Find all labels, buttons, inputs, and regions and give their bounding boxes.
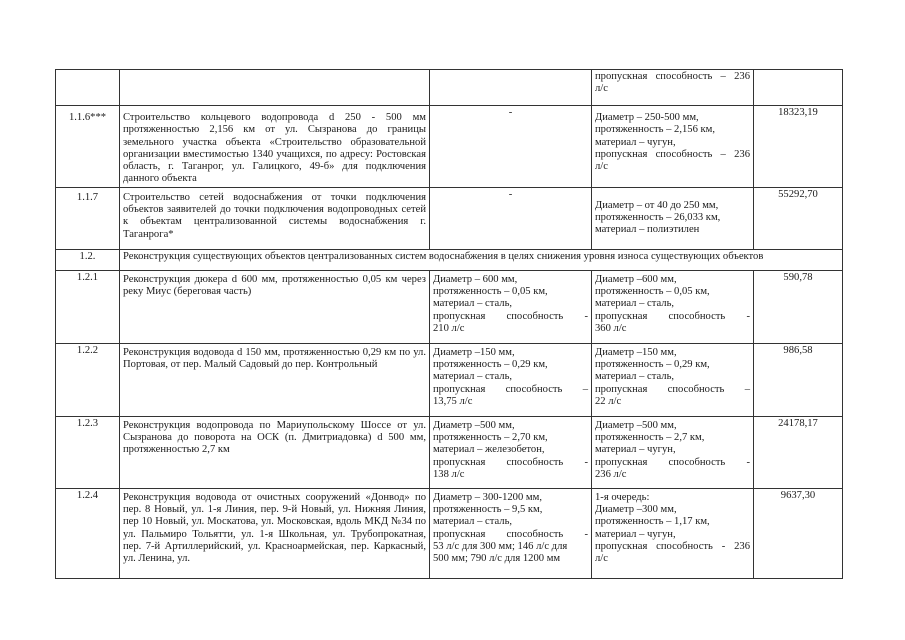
- after-line: пропускная способность - 236: [595, 540, 750, 552]
- row-before: [430, 416, 592, 488]
- before-line: Диаметр –150 мм,: [433, 346, 515, 358]
- row-before: [430, 70, 592, 106]
- before-line: материал – сталь,: [433, 371, 513, 383]
- row-before: -: [430, 187, 592, 249]
- table-row: [56, 416, 843, 488]
- row-cost: [754, 70, 843, 106]
- after-line: материал – чугун,: [595, 528, 676, 540]
- row-number: 1.2.1: [56, 270, 120, 343]
- row-number: 1.1.6***: [56, 106, 120, 188]
- row-number: 1.1.7: [56, 187, 120, 249]
- before-line: 53 л/с для 300 мм; 146 л/с для: [433, 540, 568, 552]
- after-line: л/с: [595, 83, 608, 95]
- after-line: пропускная способность -: [595, 456, 750, 468]
- row-cost: 55292,70: [754, 187, 843, 249]
- after-line: л/с: [595, 553, 608, 565]
- after-line: пропускная способность – 236: [595, 71, 750, 82]
- after-line: Диаметр –600 мм,: [595, 273, 677, 285]
- row-description: [120, 70, 430, 106]
- after-line: л/с: [595, 161, 608, 173]
- after-line: Диаметр –300 мм,: [595, 504, 677, 516]
- before-line: Диаметр – 300-1200 мм,: [433, 491, 542, 503]
- row-after: [592, 70, 754, 106]
- after-line: 1-я очередь:: [595, 491, 650, 503]
- row-cost: 18323,19: [754, 106, 843, 188]
- row-number: [56, 70, 120, 106]
- before-line: протяженность – 2,70 км,: [433, 432, 548, 444]
- before-line: материал – железобетон,: [433, 444, 545, 456]
- after-line: 236 л/с: [595, 468, 627, 480]
- table-row: [56, 488, 843, 578]
- before-line: протяженность – 9,5 км,: [433, 504, 543, 516]
- row-cost: 24178,17: [754, 416, 843, 488]
- row-description: Строительство кольцевого водопровода d 250 - 500 мм протяженностью 2,156 км от ул. Сызранова до границы земельного участка объекта «Строительство образовательной организации вместимостью 1340 учащихся, по адресу: Ростовская область, г. Таганрог, ул. Галицкого, 49-б» для подключения данного объекта: [120, 106, 430, 188]
- before-line: пропускная способность -: [433, 528, 588, 540]
- before-line: 138 л/с: [433, 468, 465, 480]
- row-description: Реконструкция водовода d 150 мм, протяженностью 0,29 км по ул. Портовая, от пер. Малый Садовый до пер. Контрольный: [120, 343, 430, 416]
- after-line: Диаметр –500 мм,: [595, 419, 677, 431]
- after-line: пропускная способность – 236: [595, 148, 750, 160]
- after-line: протяженность – 2,156 км,: [595, 124, 716, 136]
- before-line: 500 мм; 790 л/с для 1200 мм: [433, 553, 561, 565]
- row-after: [592, 488, 754, 578]
- after-line: 360 л/с: [595, 322, 627, 334]
- before-line: протяженность – 0,05 км,: [433, 286, 548, 298]
- table-row: [56, 270, 843, 343]
- after-line: протяженность – 2,7 км,: [595, 432, 705, 444]
- row-before: [430, 270, 592, 343]
- section-row: [56, 249, 843, 270]
- after-line: материал – сталь,: [595, 298, 675, 310]
- row-after: [592, 187, 754, 249]
- after-line: Диаметр –150 мм,: [595, 346, 677, 358]
- after-line: материал – полиэтилен: [595, 224, 700, 236]
- before-line: материал – сталь,: [433, 298, 513, 310]
- before-line: пропускная способность -: [433, 456, 588, 468]
- before-line: 210 л/с: [433, 322, 465, 334]
- row-number: 1.2.4: [56, 488, 120, 578]
- after-line: протяженность – 1,17 км,: [595, 516, 710, 528]
- after-line: Диаметр – от 40 до 250 мм,: [595, 199, 719, 211]
- after-line: Диаметр – 250-500 мм,: [595, 112, 699, 123]
- before-line: Диаметр –500 мм,: [433, 419, 515, 431]
- before-line: материал – сталь,: [433, 516, 513, 528]
- section-title: Реконструкция существующих объектов централизованных систем водоснабжения в целях снижения уровня износа существующих объектов: [120, 249, 843, 270]
- before-line: протяженность – 0,29 км,: [433, 359, 548, 371]
- after-line: протяженность – 26,033 км,: [595, 212, 721, 224]
- row-before: -: [430, 106, 592, 188]
- row-cost: 9637,30: [754, 488, 843, 578]
- row-before: [430, 343, 592, 416]
- table-row: [56, 106, 843, 188]
- row-cost: 590,78: [754, 270, 843, 343]
- before-line: 13,75 л/с: [433, 395, 473, 407]
- after-line: пропускная способность -: [595, 310, 750, 322]
- row-number: 1.2.2: [56, 343, 120, 416]
- after-line: материал – сталь,: [595, 371, 675, 383]
- row-number: 1.2.3: [56, 416, 120, 488]
- section-number: 1.2.: [56, 249, 120, 270]
- row-after: [592, 106, 754, 188]
- after-line: материал – чугун,: [595, 444, 676, 456]
- table-row: [56, 343, 843, 416]
- after-line: протяженность – 0,29 км,: [595, 359, 710, 371]
- after-line: протяженность – 0,05 км,: [595, 286, 710, 298]
- row-description: Реконструкция дюкера d 600 мм, протяженностью 0,05 км через реку Миус (береговая часть): [120, 270, 430, 343]
- row-description: Реконструкция водопровода по Мариупольскому Шоссе от ул. Сызранова до поворота на ОСК (п. Дмитриадовка) d 500 мм, протяженностью 2,7 км: [120, 416, 430, 488]
- row-after: [592, 343, 754, 416]
- table-row: [56, 187, 843, 249]
- before-line: Диаметр – 600 мм,: [433, 273, 518, 285]
- row-before: [430, 488, 592, 578]
- after-line: пропускная способность –: [595, 383, 750, 395]
- row-description: Реконструкция водовода от очистных сооружений «Донвод» по пер. 8 Новый, ул. 1-я Линия, пер. 9-й Новый, ул. Нижняя Линия, пер 10 Новый, ул. Москатова, ул. Московская, вдоль МКД №34 по ул. Пальмиро Тольятти, ул. 1-я Школьная, ул. Трубопрокатная, пер. 7-й Артиллерийский, ул. Красноармейская, пер. Каркасный, ул. Ленина, ул.: [120, 488, 430, 578]
- row-after: [592, 416, 754, 488]
- before-line: пропускная способность –: [433, 383, 588, 395]
- row-description: Строительство сетей водоснабжения от точки подключения объектов заявителей до точки подключения водопроводных сетей к объектам централизованной системы водоснабжения г. Таганрога*: [120, 187, 430, 249]
- before-line: пропускная способность -: [433, 310, 588, 322]
- document-page: [55, 69, 843, 579]
- after-line: материал – чугун,: [595, 136, 676, 148]
- after-line: 22 л/с: [595, 395, 622, 407]
- row-cost: 986,58: [754, 343, 843, 416]
- table-row: [56, 70, 843, 106]
- water-supply-table: [55, 69, 843, 579]
- row-after: [592, 270, 754, 343]
